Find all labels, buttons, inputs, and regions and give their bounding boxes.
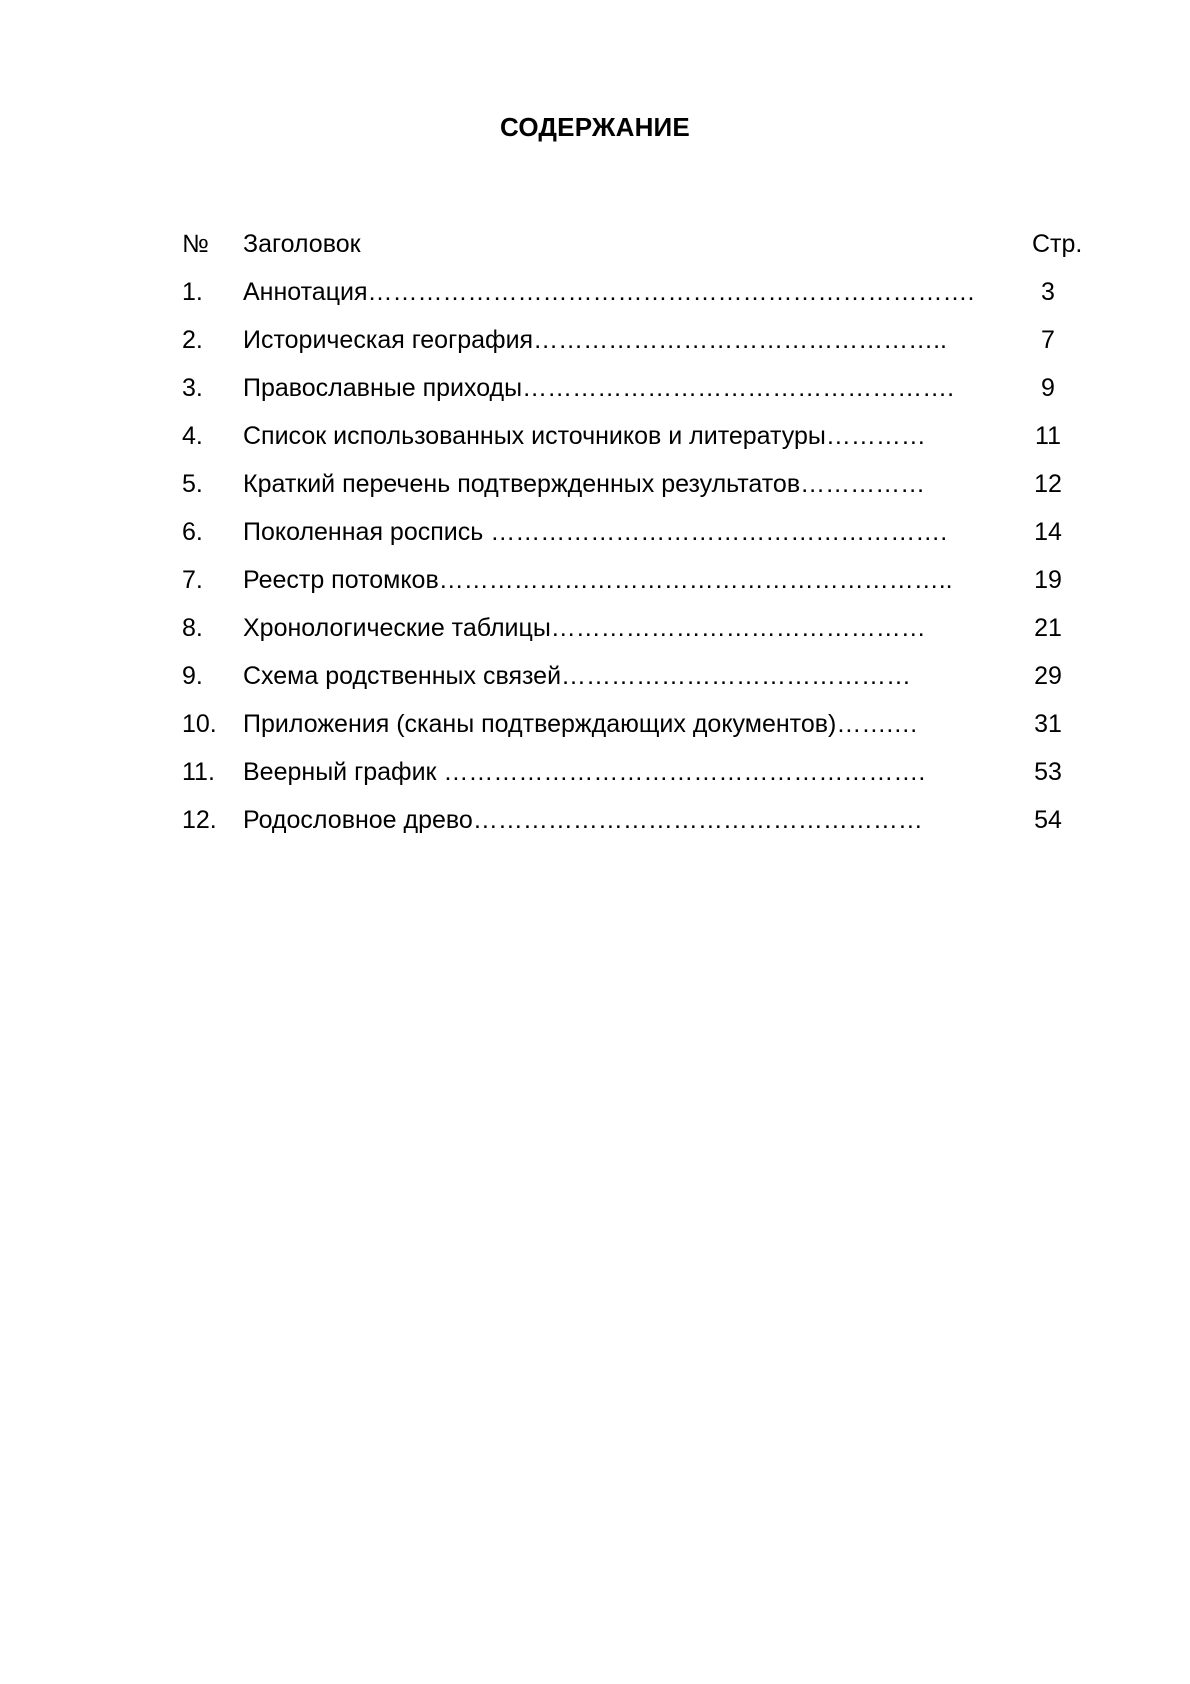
- toc-entry-title: Краткий перечень подтвержденных результатов……………: [243, 470, 926, 498]
- toc-entry: [182, 464, 1102, 512]
- toc-entry-number: 4.: [182, 422, 203, 450]
- toc-entry-page: 31: [1034, 710, 1062, 738]
- toc-entry-title: Хронологические таблицы………………………………………: [243, 614, 926, 642]
- toc-entry-page: 29: [1034, 662, 1062, 690]
- toc-entry-number: 8.: [182, 614, 203, 642]
- toc-entry-number: 2.: [182, 326, 203, 354]
- toc-entry-number: 9.: [182, 662, 203, 690]
- toc-entry-number: 3.: [182, 374, 203, 402]
- toc-header-page: Стр.: [1032, 230, 1083, 258]
- toc-entry-number: 11.: [182, 758, 215, 786]
- toc-entry-page: 11: [1035, 422, 1061, 450]
- toc-entry-title: Историческая география…………………………………………..: [243, 326, 947, 354]
- toc-entry-title: Поколенная роспись ……………………………………………….: [243, 518, 948, 546]
- toc-entry-number: 10.: [182, 710, 217, 738]
- toc-header-title: Заголовок: [243, 230, 361, 258]
- toc-entry-number: 7.: [182, 566, 203, 594]
- toc-entry-number: 1.: [182, 278, 203, 306]
- toc-entry: [182, 752, 1102, 800]
- toc-entry-title: Схема родственных связей……………………………………: [243, 662, 912, 690]
- page-title: СОДЕРЖАНИЕ: [500, 112, 690, 142]
- toc-entry-title: Список использованных источников и литературы…………: [243, 422, 926, 450]
- toc-entry-page: 19: [1034, 566, 1062, 594]
- toc-entry: [182, 560, 1102, 608]
- toc-entry: [182, 704, 1102, 752]
- table-of-contents: [182, 224, 1102, 848]
- toc-entry: [182, 320, 1102, 368]
- toc-header-number: №: [182, 230, 209, 258]
- toc-entry: [182, 368, 1102, 416]
- toc-entry-page: 14: [1034, 518, 1062, 546]
- toc-entry: [182, 272, 1102, 320]
- toc-entry: [182, 656, 1102, 704]
- toc-entry: [182, 608, 1102, 656]
- toc-entry-number: 12.: [182, 806, 217, 834]
- toc-entry-title: Родословное древо………………………………………………: [243, 806, 923, 834]
- toc-entry-page: 3: [1041, 278, 1055, 306]
- toc-entry-title: Приложения (сканы подтверждающих документов)…….…: [243, 710, 919, 738]
- toc-entry-page: 21: [1034, 614, 1062, 642]
- toc-entry-title: Веерный график ………………………………………………….: [243, 758, 926, 786]
- toc-entry-page: 54: [1034, 806, 1062, 834]
- toc-entry: [182, 416, 1102, 464]
- toc-entry-title: Православные приходы…………………………………………….: [243, 374, 955, 402]
- toc-entry-title: Реестр потомков……………………………………………………..: [243, 566, 953, 594]
- toc-header-row: [182, 224, 1102, 272]
- toc-entry: [182, 800, 1102, 848]
- toc-entry-page: 53: [1034, 758, 1062, 786]
- toc-entry-page: 12: [1034, 470, 1062, 498]
- toc-entry-page: 9: [1041, 374, 1055, 402]
- toc-entry: [182, 512, 1102, 560]
- toc-entry-title: Аннотация……………………………………………………………….: [243, 278, 975, 306]
- toc-entry-page: 7: [1041, 326, 1055, 354]
- toc-entry-number: 6.: [182, 518, 203, 546]
- toc-entry-number: 5.: [182, 470, 203, 498]
